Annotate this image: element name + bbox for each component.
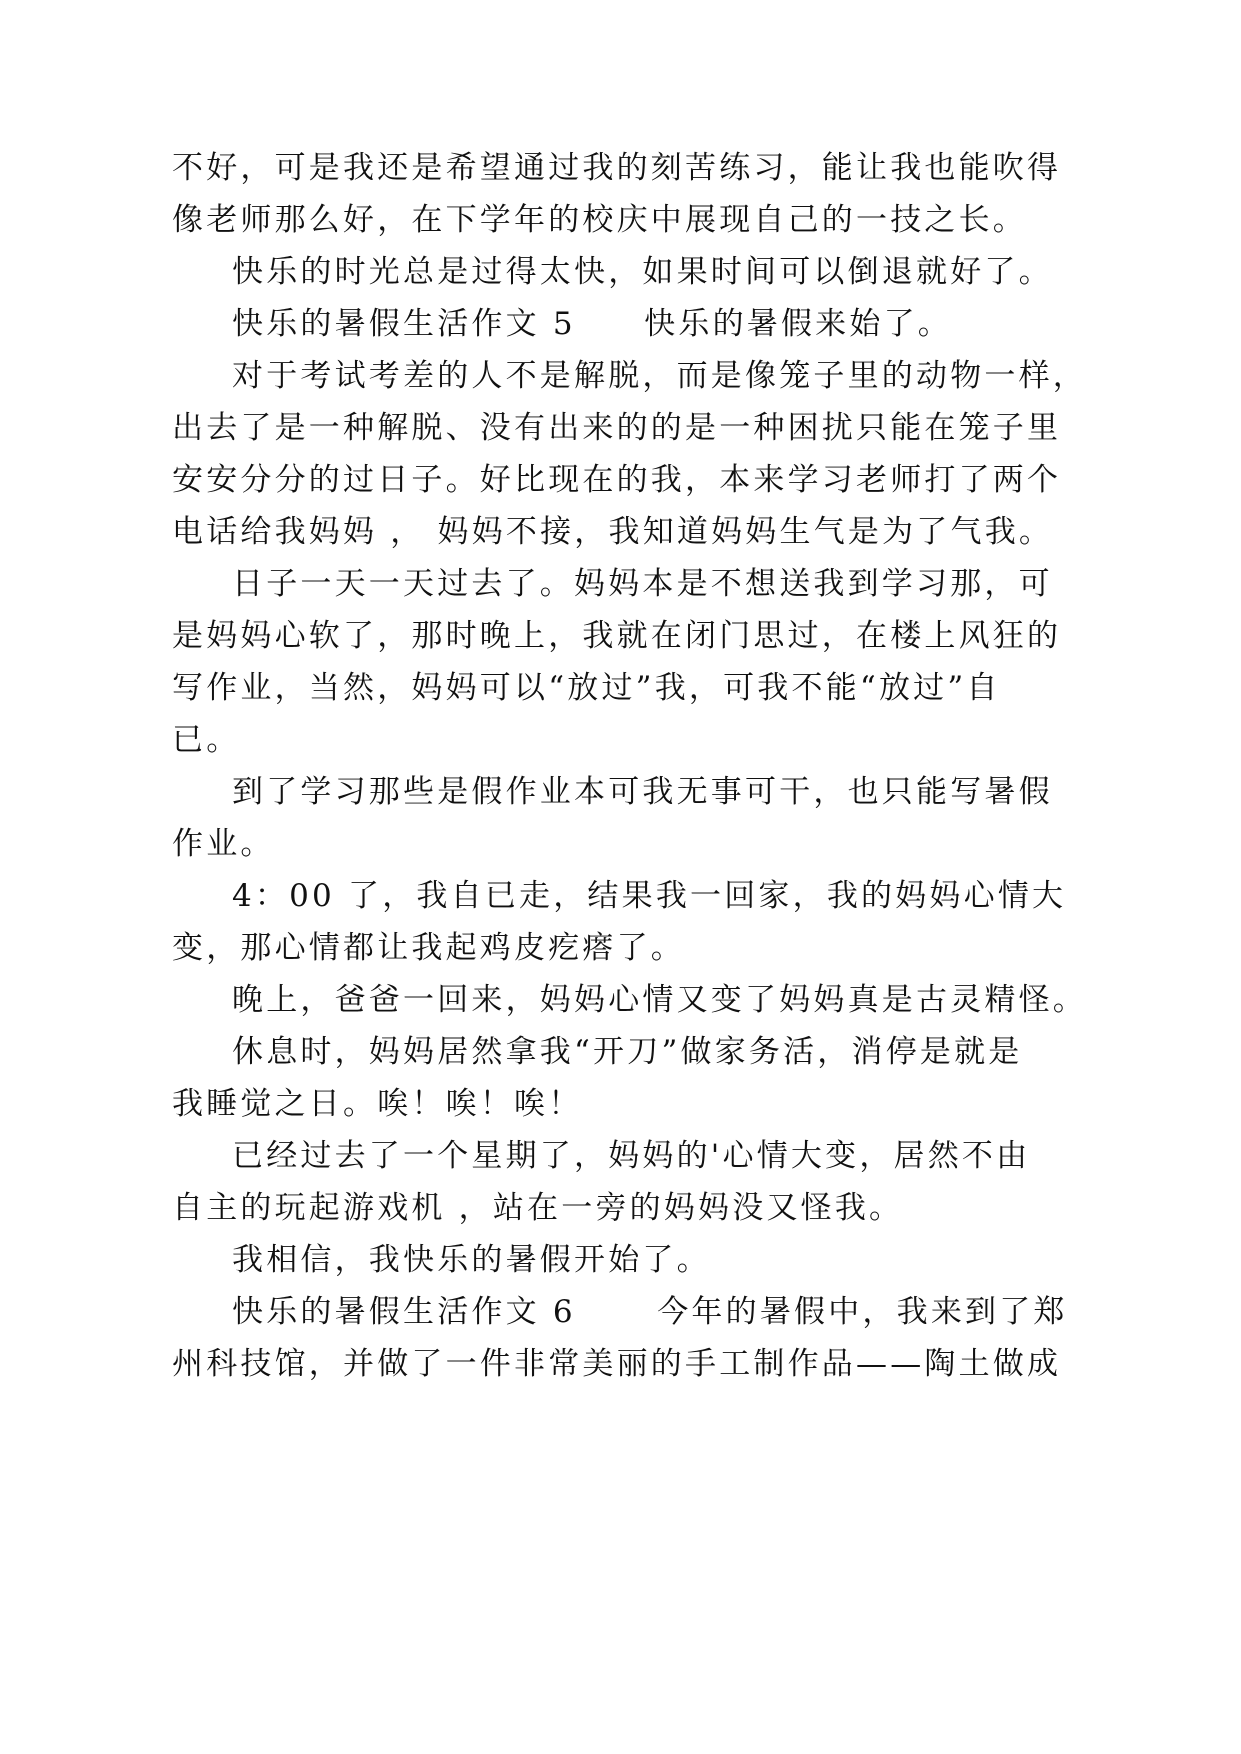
text-line: 写作业，当然，妈妈可以“放过”我，可我不能“放过”自	[172, 670, 1001, 706]
text-line: 出去了是一种解脱、没有出来的的是一种困扰只能在笼子里	[172, 410, 1062, 446]
text-line: 作业。	[172, 826, 275, 862]
text-line: 电话给我妈妈 ， 妈妈不接，我知道妈妈生气是为了气我。	[172, 514, 1054, 550]
text-line: 变，那心情都让我起鸡皮疙瘩了。	[172, 930, 685, 966]
text-line: 我睡觉之日。唉！唉！唉！	[172, 1086, 583, 1122]
text-line: 自主的玩起游戏机 ，站在一旁的妈妈没又怪我。	[172, 1190, 904, 1226]
text-line: 晚上，爸爸一回来，妈妈心情又变了妈妈真是古灵精怪。	[232, 982, 1087, 1018]
section-heading-line: 快乐的暑假生活作文 6 今年的暑假中，我来到了郑	[232, 1294, 1068, 1330]
text-line: 日子一天一天过去了。妈妈本是不想送我到学习那，可	[232, 566, 1053, 602]
text-line: 我相信，我快乐的暑假开始了。	[232, 1242, 711, 1278]
text-line: 是妈妈心软了，那时晚上，我就在闭门思过，在楼上风狂的	[172, 618, 1062, 654]
text-line: 州科技馆，并做了一件非常美丽的手工制作品——陶土做成	[172, 1346, 1062, 1382]
text-line: 4：00 了，我自已走，结果我一回家，我的妈妈心情大	[232, 878, 1067, 914]
text-line: 休息时，妈妈居然拿我“开刀”做家务活，消停是就是	[232, 1034, 1023, 1070]
text-line: 已。	[172, 722, 241, 758]
section-heading-line: 快乐的暑假生活作文 5 快乐的暑假来始了。	[232, 306, 952, 342]
text-line: 对于考试考差的人不是解脱，而是像笼子里的动物一样，	[232, 358, 1087, 394]
text-line: 安安分分的过日子。好比现在的我，本来学习老师打了两个	[172, 462, 1062, 498]
text-line: 已经过去了一个星期了，妈妈的'心情大变，居然不由	[232, 1138, 1031, 1174]
text-line: 像老师那么好，在下学年的校庆中展现自己的一技之长。	[172, 202, 1027, 238]
text-line: 到了学习那些是假作业本可我无事可干，也只能写暑假	[232, 774, 1053, 810]
text-line: 快乐的时光总是过得太快，如果时间可以倒退就好了。	[232, 254, 1053, 290]
text-line: 不好，可是我还是希望通过我的刻苦练习，能让我也能吹得	[172, 150, 1062, 186]
